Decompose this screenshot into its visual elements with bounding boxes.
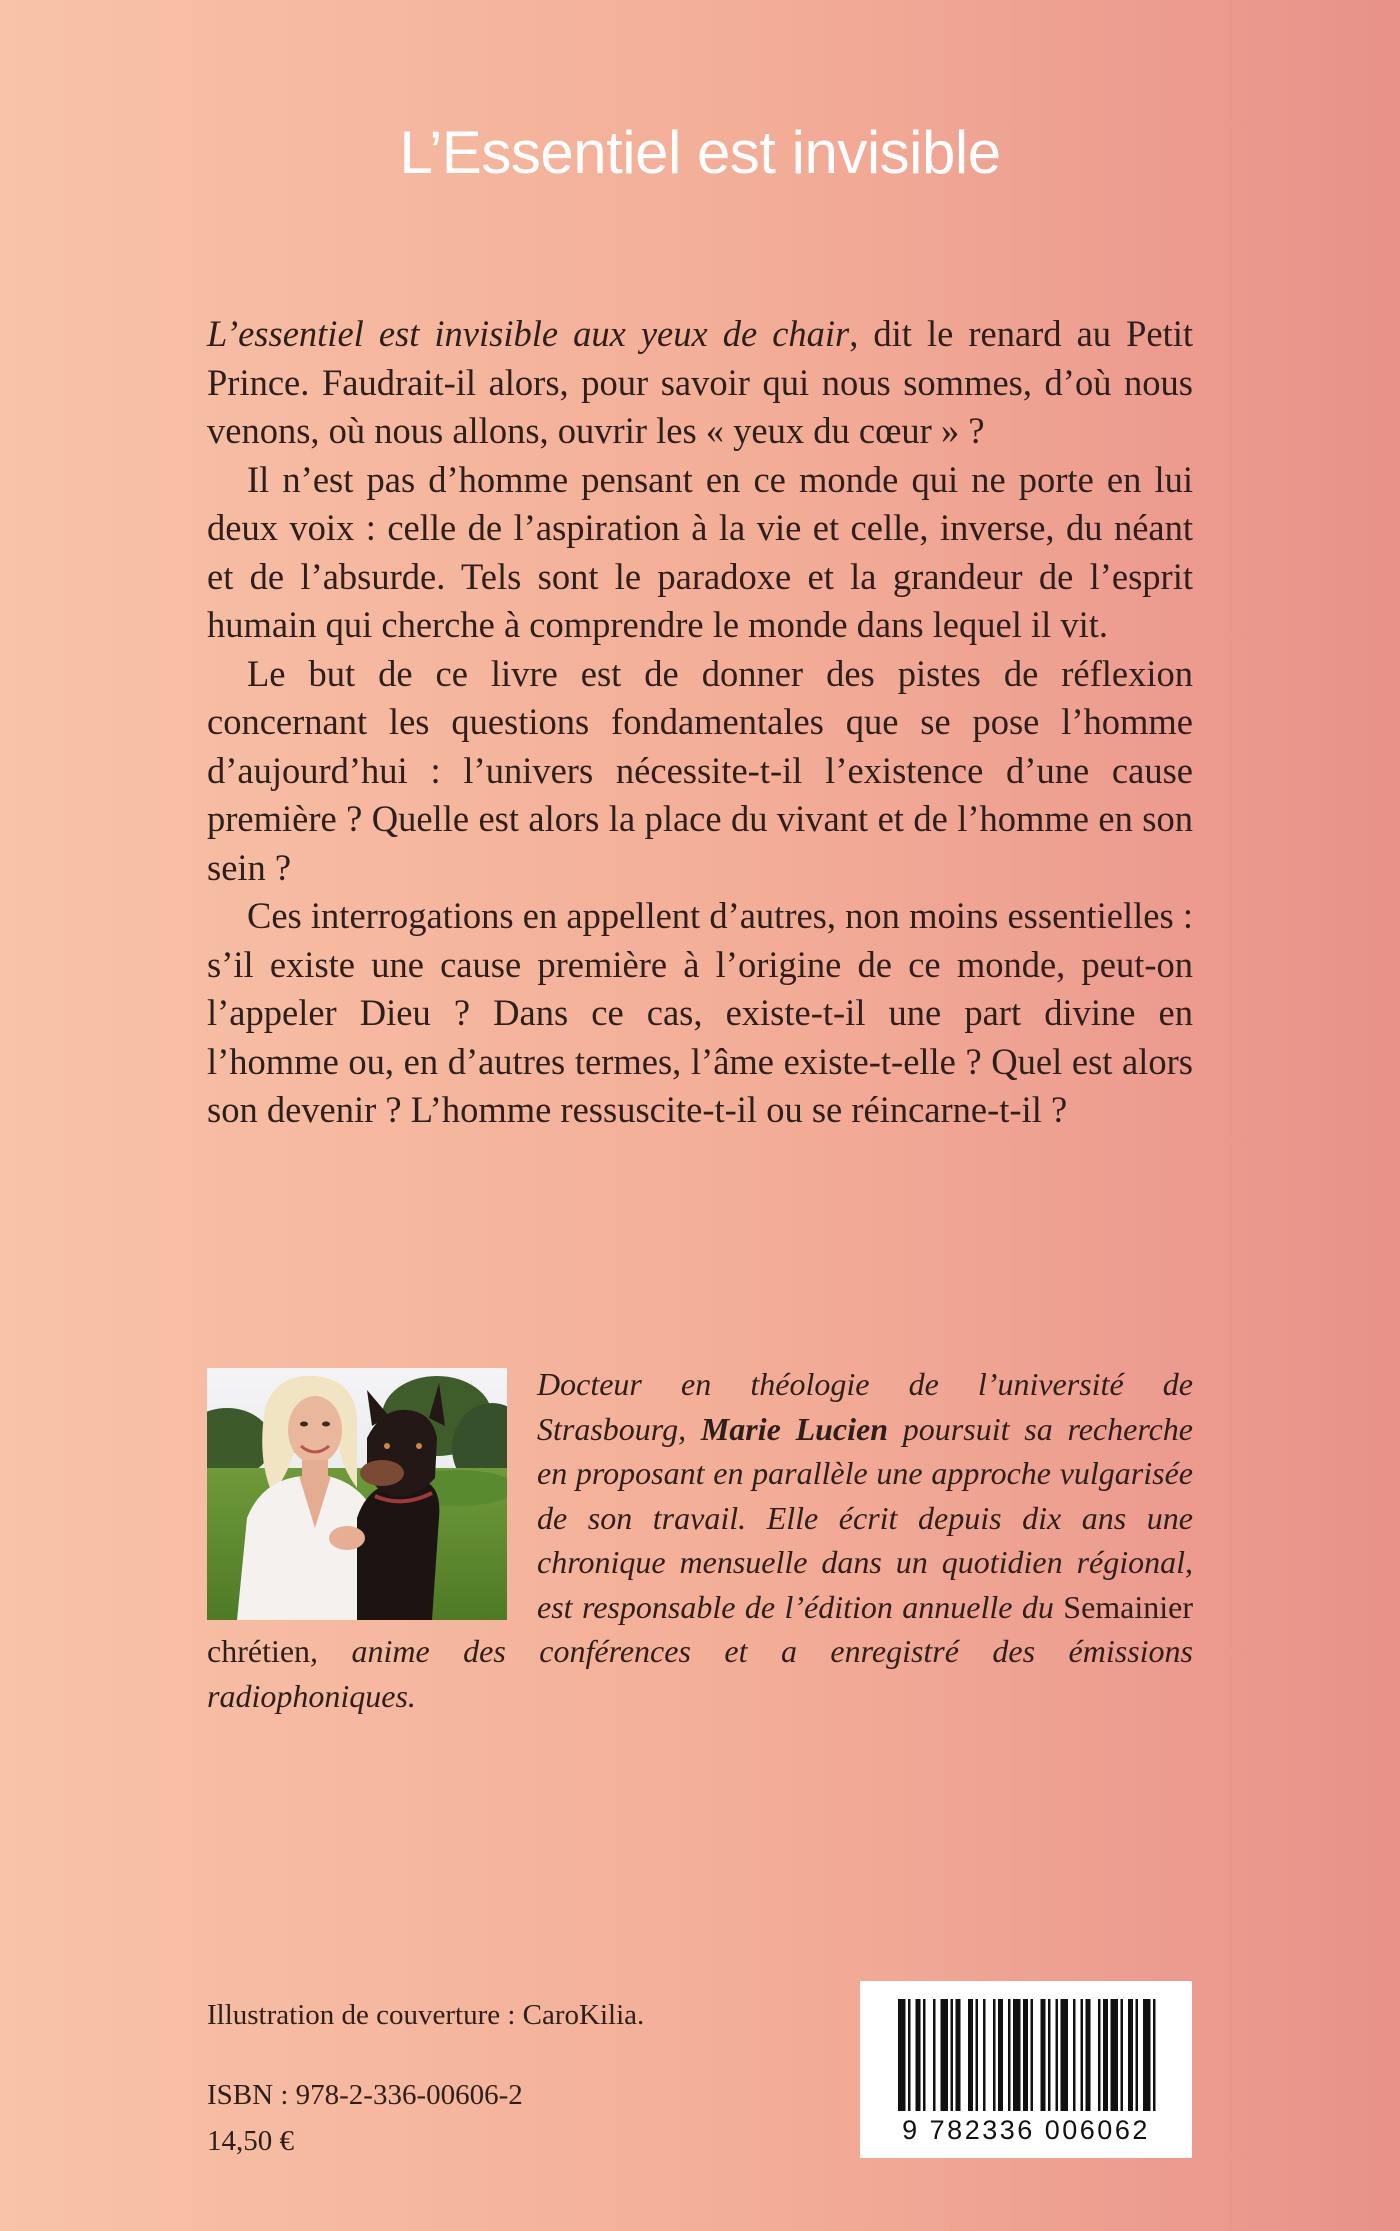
barcode-bar bbox=[1081, 1999, 1084, 2111]
author-bio-part-2: poursuit sa recherche en proposant en parallèle une approche vulgarisée de son travail. Elle écrit depuis dix ans une chronique mensuelle dans un quotidien régional, est responsable de l’édition annuelle du bbox=[537, 1410, 1194, 1625]
barcode-bar bbox=[998, 1999, 1003, 2111]
barcode-bar bbox=[933, 1999, 936, 2111]
photo-float-spacer bbox=[207, 1362, 537, 1627]
barcode-bar bbox=[916, 1999, 921, 2111]
barcode-bar bbox=[956, 1999, 961, 2111]
barcode-bar bbox=[1041, 1999, 1046, 2111]
author-bio bbox=[207, 1362, 1193, 1718]
illustration-credit: Illustration de couverture : CaroKilia. bbox=[207, 1999, 645, 2031]
back-cover-blurb bbox=[207, 310, 1193, 1135]
blurb-paragraph-3: Le but de ce livre est de donner des pistes de réflexion concernant les questions fondamentales que se pose l’homme d’aujourd’hui : l’univers nécessite-t-il l’existence d’une cause première ? Quelle est alors la place du vivant et de l’homme en son sein ? bbox=[207, 652, 1193, 888]
barcode-bar bbox=[1086, 1999, 1091, 2111]
author-bio-part-1: Docteur en théologie de l’université de Strasbourg, bbox=[537, 1366, 1193, 1447]
barcode-bar bbox=[1023, 1999, 1028, 2111]
publication-title: Semainier chrétien bbox=[207, 1588, 1193, 1669]
blurb-paragraph-2: Il n’est pas d’homme pensant en ce monde qui ne porte en lui deux voix : celle de l’aspiration à la vie et celle, inverse, du néant et de l’absurde. Tels sont le paradoxe et la grandeur de l’esprit humain qui cherche à comprendre le monde dans lequel il vit. bbox=[207, 458, 1193, 645]
barcode-bar bbox=[968, 1999, 973, 2111]
barcode-bar bbox=[1056, 1999, 1059, 2111]
barcode-bar bbox=[976, 1999, 979, 2111]
author-name: Marie Lucien bbox=[700, 1410, 889, 1447]
barcode-bar bbox=[1008, 1999, 1011, 2111]
barcode-bar bbox=[951, 1999, 954, 2111]
barcode-bars bbox=[860, 1981, 1192, 2121]
price: 14,50 € bbox=[207, 2125, 294, 2157]
barcode-bar bbox=[1048, 1999, 1051, 2111]
barcode-bar bbox=[1098, 1999, 1101, 2111]
blurb-paragraph-1 bbox=[207, 310, 1193, 456]
barcode-bar bbox=[941, 1999, 949, 2111]
barcode-bar bbox=[1143, 1999, 1151, 2111]
blurb-paragraph-4: Ces interrogations en appellent d’autres, non moins essentielles : s’il existe une cause première à l’origine de ce monde, peut-on l’appeler Dieu ? Dans ce cas, existe-t-il une part divine en l’homme ou, en d’autres termes, l’âme existe-t-elle ? Quel est alors son devenir ? L’homme ressuscite-t-il ou se réincarne-t-il ? bbox=[207, 895, 1193, 1130]
barcode-bar bbox=[923, 1999, 926, 2111]
barcode-bar bbox=[1153, 1999, 1156, 2111]
quotation-italic: L’essentiel est invisible aux yeux de chair bbox=[207, 313, 850, 354]
barcode-bar bbox=[1103, 1999, 1108, 2111]
isbn: ISBN : 978-2-336-00606-2 bbox=[207, 2079, 523, 2111]
barcode-digits: 9 782336 006062 bbox=[902, 2115, 1150, 2145]
barcode-bar bbox=[983, 1999, 986, 2111]
book-title: L’Essentiel est invisible bbox=[399, 119, 1001, 186]
barcode-bar bbox=[1013, 1999, 1021, 2111]
barcode-bar bbox=[908, 1999, 911, 2111]
barcode-bar bbox=[1128, 1999, 1133, 2111]
barcode-bar bbox=[1073, 1999, 1076, 2111]
author-bio-part-3: , anime des conférences et a enregistré des émissions radiophoniques. bbox=[207, 1633, 1193, 1714]
barcode-bar bbox=[993, 1999, 996, 2111]
barcode-bar bbox=[1136, 1999, 1139, 2111]
barcode-bar bbox=[1121, 1999, 1124, 2111]
barcode-bar bbox=[898, 1999, 906, 2111]
blurb-paragraph-1-rest: , dit le renard au Petit Prince. Faudrait-il alors, pour savoir qui nous sommes, d’où nous venons, où nous allons, ouvrir les « yeux du cœur » ? bbox=[207, 313, 1193, 451]
barcode bbox=[860, 1981, 1192, 2158]
barcode-bar bbox=[1061, 1999, 1069, 2111]
barcode-bar bbox=[1111, 1999, 1119, 2111]
barcode-bar bbox=[1031, 1999, 1034, 2111]
